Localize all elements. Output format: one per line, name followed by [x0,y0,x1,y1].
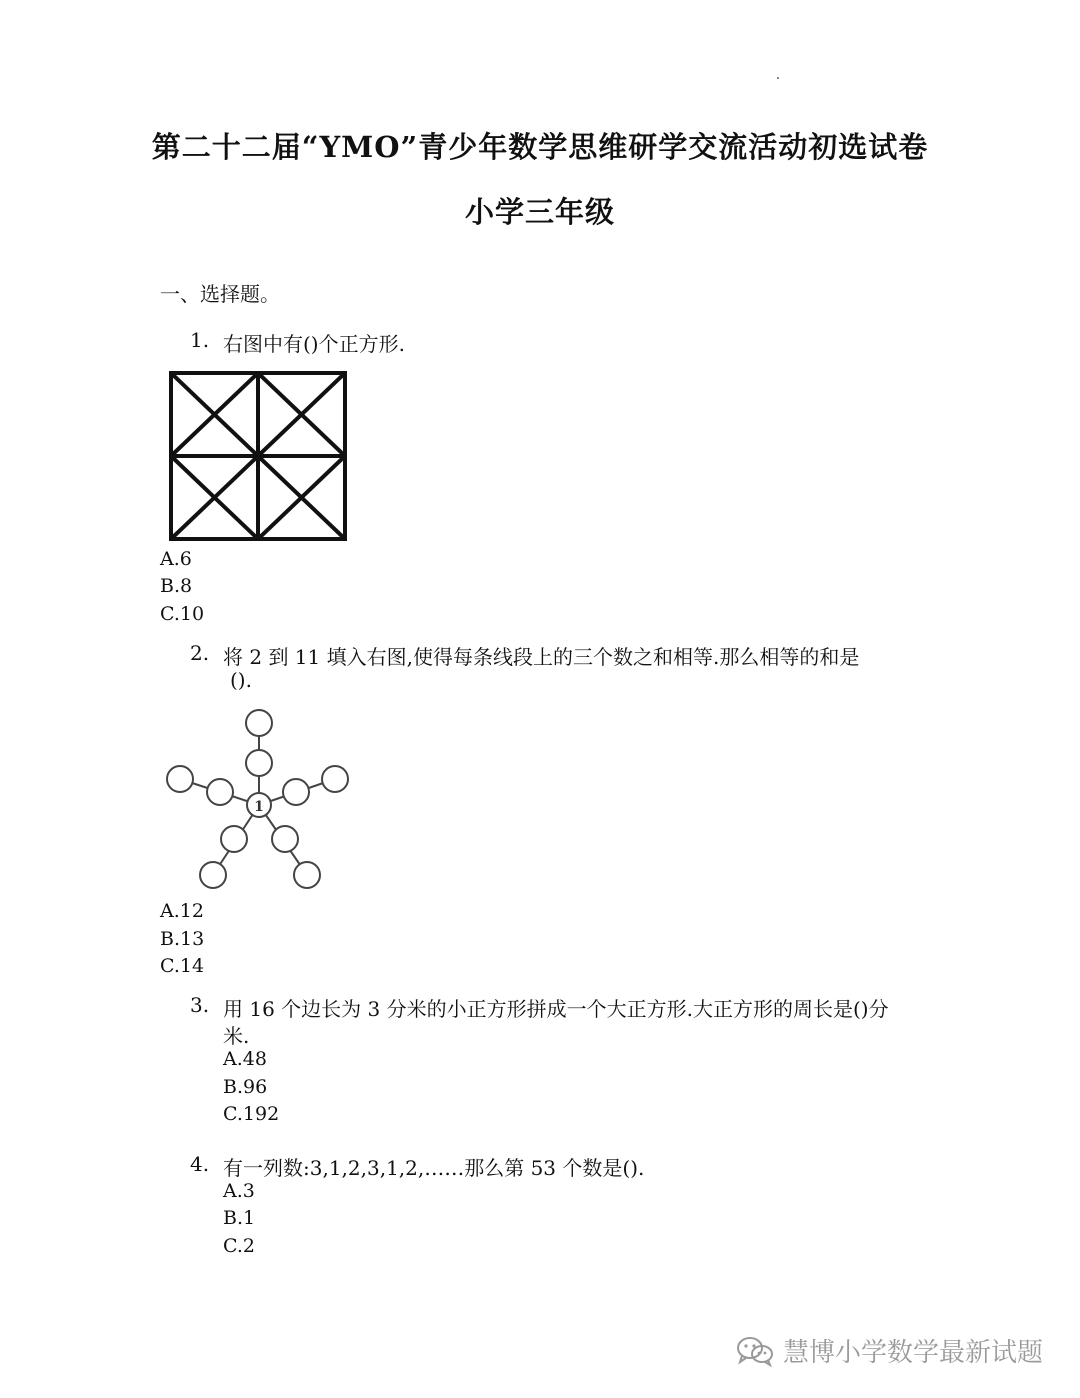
page-title: 第二十二届“YMO”青少年数学思维研学交流活动初选试卷 [151,130,929,164]
question-4-option-c: C.2 [223,1235,255,1257]
question-1-text: 右图中有()个正方形. [223,332,405,356]
question-3-text-line2: 米. [223,1024,250,1048]
question-1-option-a: A.6 [160,548,192,570]
question-3-option-a: A.48 [223,1048,267,1070]
question-2-option-c: C.14 [160,955,205,977]
watermark [735,1332,1043,1369]
question-3-option-c: C.192 [223,1103,280,1125]
question-2-option-a: A.12 [160,900,204,922]
question-1-option-c: C.10 [160,603,205,625]
question-4-option-b: B.1 [223,1207,256,1229]
star-circles-figure [160,700,360,900]
section-label: 一、选择题。 [160,282,280,306]
wechat-icon [735,1335,775,1367]
question-3-option-b: B.96 [223,1076,268,1098]
watermark-text: 慧博小学数学最新试题 [783,1338,1044,1368]
question-1-number: 1. [190,328,210,352]
question-2-text-line1: 将 2 到 11 填入右图,使得每条线段上的三个数之和相等.那么相等的和是 [223,645,860,669]
question-3-number: 3. [190,993,210,1017]
question-4-option-a: A.3 [223,1180,255,1202]
center-circle-label: 1 [254,799,264,815]
question-2-option-b: B.13 [160,928,205,950]
speck [777,77,779,79]
question-2-text-line2: (). [230,668,252,692]
question-4-text: 有一列数:3,1,2,3,1,2,……那么第 53 个数是(). [223,1156,645,1180]
squares-grid-figure [168,370,348,542]
question-2-number: 2. [190,641,210,665]
question-3-text-line1: 用 16 个边长为 3 分米的小正方形拼成一个大正方形.大正方形的周长是()分 [223,997,889,1021]
page-subtitle: 小学三年级 [464,195,615,229]
question-1-option-b: B.8 [160,575,193,597]
question-4-number: 4. [190,1152,210,1176]
